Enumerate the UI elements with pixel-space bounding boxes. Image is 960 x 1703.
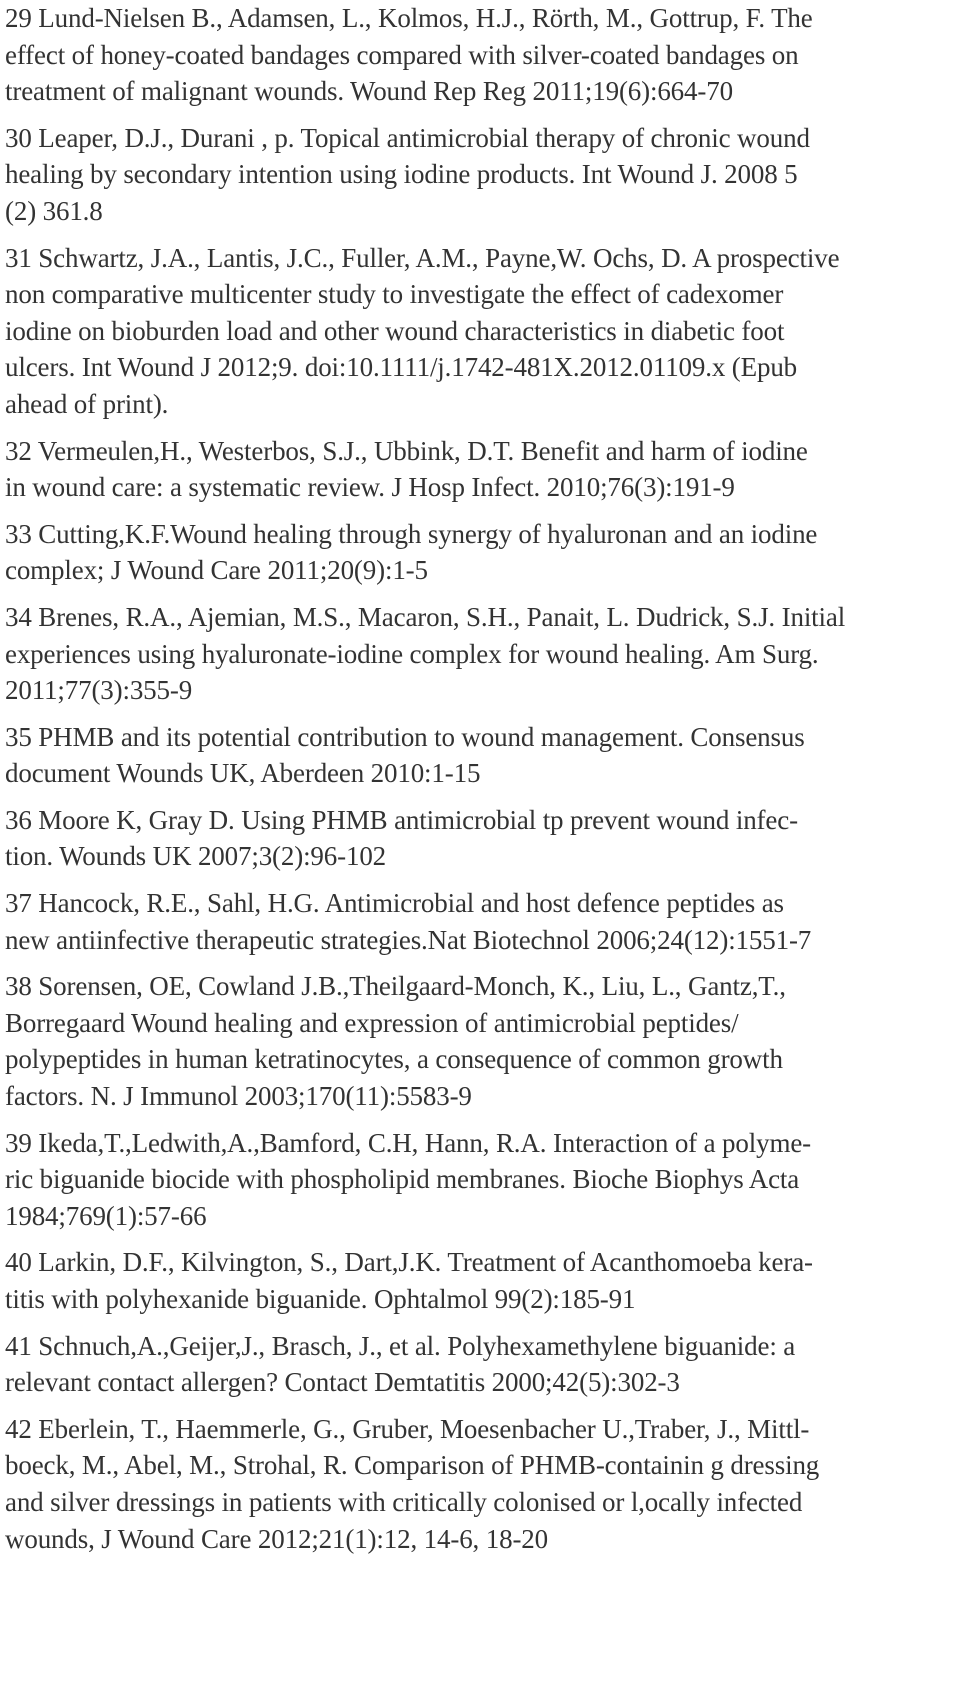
reference-line: polypeptides in human ketratinocytes, a consequence of common growth <box>5 1044 783 1075</box>
reference-line: 29 Lund-Nielsen B., Adamsen, L., Kolmos, H.J., Rörth, M., Gottrup, F. The <box>5 3 813 33</box>
reference-item <box>5 120 955 230</box>
reference-item <box>5 599 955 709</box>
reference-line: 33 Cutting,K.F.Wound healing through synergy of hyaluronan and an iodine <box>5 518 818 549</box>
reference-item <box>5 719 955 792</box>
reference-line: 37 Hancock, R.E., Sahl, H.G. Antimicrobial and host defence peptides as <box>5 888 784 919</box>
reference-line: 31 Schwartz, J.A., Lantis, J.C., Fuller, A.M., Payne,W. Ochs, D. A prospective <box>5 242 840 273</box>
reference-line: 40 Larkin, D.F., Kilvington, S., Dart,J.K. Treatment of Acanthomoeba kera- <box>5 1247 813 1278</box>
reference-item <box>5 1328 955 1401</box>
reference-line: 1984;769(1):57-66 <box>5 1200 207 1231</box>
reference-line: factors. N. J Immunol 2003;170(11):5583-9 <box>5 1081 472 1112</box>
reference-line: tion. Wounds UK 2007;3(2):96-102 <box>5 841 387 872</box>
reference-line: healing by secondary intention using iodine products. Int Wound J. 2008 5 <box>5 159 798 190</box>
reference-line: ahead of print). <box>5 388 169 419</box>
reference-line: and silver dressings in patients with critically colonised or l,ocally infected <box>5 1486 803 1517</box>
reference-line: 39 Ikeda,T.,Ledwith,A.,Bamford, C.H, Hann, R.A. Interaction of a polyme- <box>5 1127 811 1158</box>
reference-line: treatment of malignant wounds. Wound Rep Reg 2011;19(6):664-70 <box>5 76 733 107</box>
reference-line: new antiinfective therapeutic strategies.Nat Biotechnol 2006;24(12):1551-7 <box>5 924 812 955</box>
reference-line: 30 Leaper, D.J., Durani , p. Topical antimicrobial therapy of chronic wound <box>5 122 810 153</box>
reference-line: non comparative multicenter study to investigate the effect of cadexomer <box>5 279 784 310</box>
reference-line: ulcers. Int Wound J 2012;9. doi:10.1111/j.1742-481X.2012.01109.x (Epub <box>5 352 798 383</box>
reference-line: ric biguanide biocide with phospholipid membranes. Bioche Biophys Acta <box>5 1164 800 1195</box>
reference-item <box>5 0 955 110</box>
reference-item <box>5 1244 955 1317</box>
reference-line: 42 Eberlein, T., Haemmerle, G., Gruber, Moesenbacher U.,Traber, J., Mittl- <box>5 1413 810 1444</box>
reference-line: Borregaard Wound healing and expression of antimicrobial peptides/ <box>5 1007 739 1038</box>
reference-line: 2011;77(3):355-9 <box>5 675 193 706</box>
reference-item <box>5 802 955 875</box>
reference-line: experiences using hyaluronate-iodine complex for wound healing. Am Surg. <box>5 638 819 669</box>
reference-line: 41 Schnuch,A.,Geijer,J., Brasch, J., et al. Polyhexamethylene biguanide: a <box>5 1330 796 1361</box>
reference-line: 32 Vermeulen,H., Westerbos, S.J., Ubbink, D.T. Benefit and harm of iodine <box>5 435 808 466</box>
reference-line: (2) 361.8 <box>5 195 103 226</box>
reference-item <box>5 516 955 589</box>
reference-line: complex; J Wound Care 2011;20(9):1-5 <box>5 555 428 586</box>
reference-line: boeck, M., Abel, M., Strohal, R. Comparison of PHMB-containin g dressing <box>5 1450 820 1481</box>
reference-list <box>5 0 955 1557</box>
reference-item <box>5 1411 955 1557</box>
reference-line: relevant contact allergen? Contact Demtatitis 2000;42(5):302-3 <box>5 1367 680 1398</box>
reference-item <box>5 1125 955 1235</box>
reference-line: 35 PHMB and its potential contribution to wound management. Consensus <box>5 721 805 752</box>
reference-line: titis with polyhexanide biguanide. Ophtalmol 99(2):185-91 <box>5 1284 636 1314</box>
reference-line: iodine on bioburden load and other wound characteristics in diabetic foot <box>5 315 785 346</box>
reference-item <box>5 240 955 423</box>
reference-item <box>5 433 955 506</box>
reference-line: 36 Moore K, Gray D. Using PHMB antimicrobial tp prevent wound infec- <box>5 804 798 835</box>
reference-line: in wound care: a systematic review. J Hosp Infect. 2010;76(3):191-9 <box>5 472 735 503</box>
reference-line: 34 Brenes, R.A., Ajemian, M.S., Macaron, S.H., Panait, L. Dudrick, S.J. Initial <box>5 601 846 632</box>
reference-line: effect of honey-coated bandages compared with silver-coated bandages on <box>5 39 799 70</box>
reference-line: wounds, J Wound Care 2012;21(1):12, 14-6, 18-20 <box>5 1523 548 1554</box>
reference-line: 38 Sorensen, OE, Cowland J.B.,Theilgaard-Monch, K., Liu, L., Gantz,T., <box>5 971 786 1002</box>
reference-item <box>5 968 955 1114</box>
reference-item <box>5 885 955 958</box>
reference-line: document Wounds UK, Aberdeen 2010:1-15 <box>5 758 481 789</box>
